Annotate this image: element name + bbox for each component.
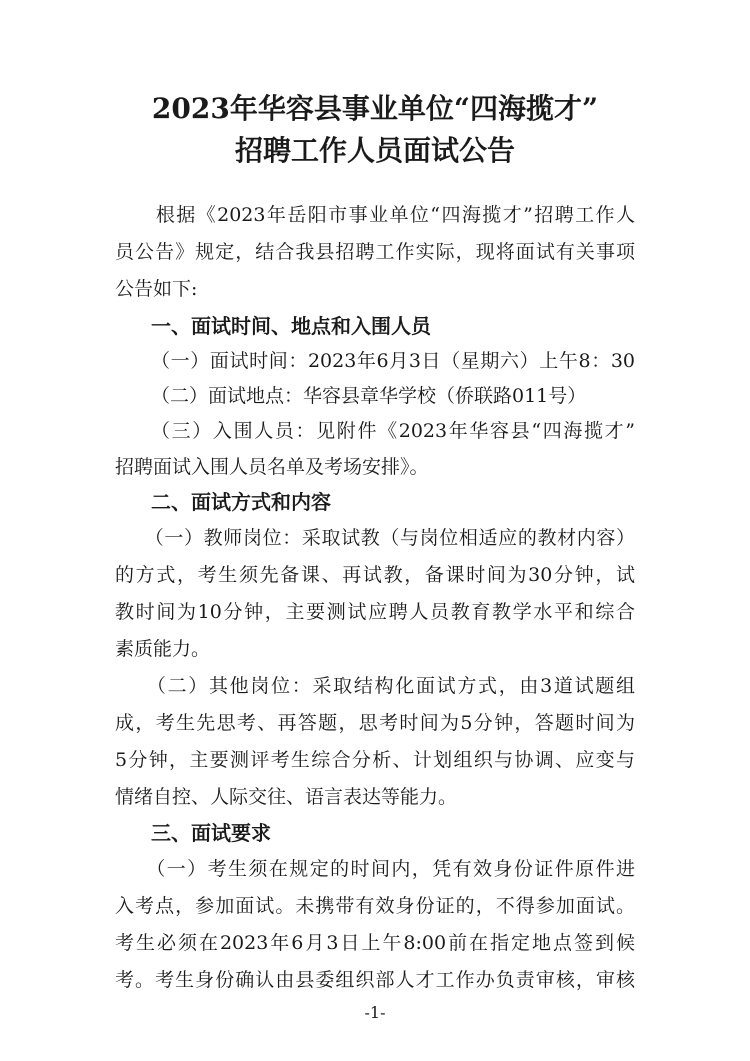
candidates-line: 招聘面试入围人员名单及考场安排》。 <box>115 456 429 478</box>
intro-line: 根据《2023年岳阳市事业单位“四海揽才”招聘工作人 <box>115 204 635 226</box>
title-line-2: 招聘工作人员面试公告 <box>234 134 515 167</box>
page-number: -1- <box>364 1003 386 1022</box>
interview-time: （一）面试时间：2023年6月3日（星期六）上午8：30 <box>151 350 635 372</box>
other-method-line: 5分钟，主要测评考生综合分析、计划组织与协调、应变与 <box>115 749 635 771</box>
title-line-1: 2023年华容县事业单位“四海揽才” <box>151 92 599 125</box>
teacher-method-line: 的方式，考生须先备课、再试教，备课时间为30分钟，试 <box>115 564 635 586</box>
requirement-line: 考生必须在2023年6月3日上午8:00前在指定地点签到候 <box>115 932 635 954</box>
section-3-heading: 三、面试要求 <box>151 821 271 845</box>
requirement-line: （一）考生须在规定的时间内，凭有效身份证件原件进 <box>115 858 635 880</box>
section-2-heading: 二、面试方式和内容 <box>151 490 331 514</box>
teacher-method-line: 素质能力。 <box>115 638 211 660</box>
other-method-line: 成，考生先思考、再答题，思考时间为5分钟，答题时间为 <box>115 712 635 734</box>
requirement-line: 入考点，参加面试。未携带有效身份证的，不得参加面试。 <box>115 895 635 917</box>
candidates-line: （三）入围人员：见附件《2023年华容县“四海揽才” <box>151 420 635 442</box>
section-1-heading: 一、面试时间、地点和入围人员 <box>151 314 431 338</box>
other-method-line: 情绪自控、人际交往、语言表达等能力。 <box>115 786 458 808</box>
teacher-method-line: 教时间为10分钟，主要测试应聘人员教育教学水平和综合 <box>115 601 635 623</box>
requirement-line: 考。考生身份确认由县委组织部人才工作办负责审核，审核 <box>115 969 635 991</box>
intro-line: 员公告》规定，结合我县招聘工作实际，现将面试有关事项 <box>115 241 635 263</box>
teacher-method-line: （一）教师岗位：采取试教（与岗位相适应的教材内容） <box>115 527 635 549</box>
interview-place: （二）面试地点：华容县章华学校（侨联路011号） <box>151 385 587 407</box>
other-method-line: （二）其他岗位：采取结构化面试方式，由3道试题组 <box>115 675 635 697</box>
intro-line: 公告如下: <box>115 278 198 300</box>
